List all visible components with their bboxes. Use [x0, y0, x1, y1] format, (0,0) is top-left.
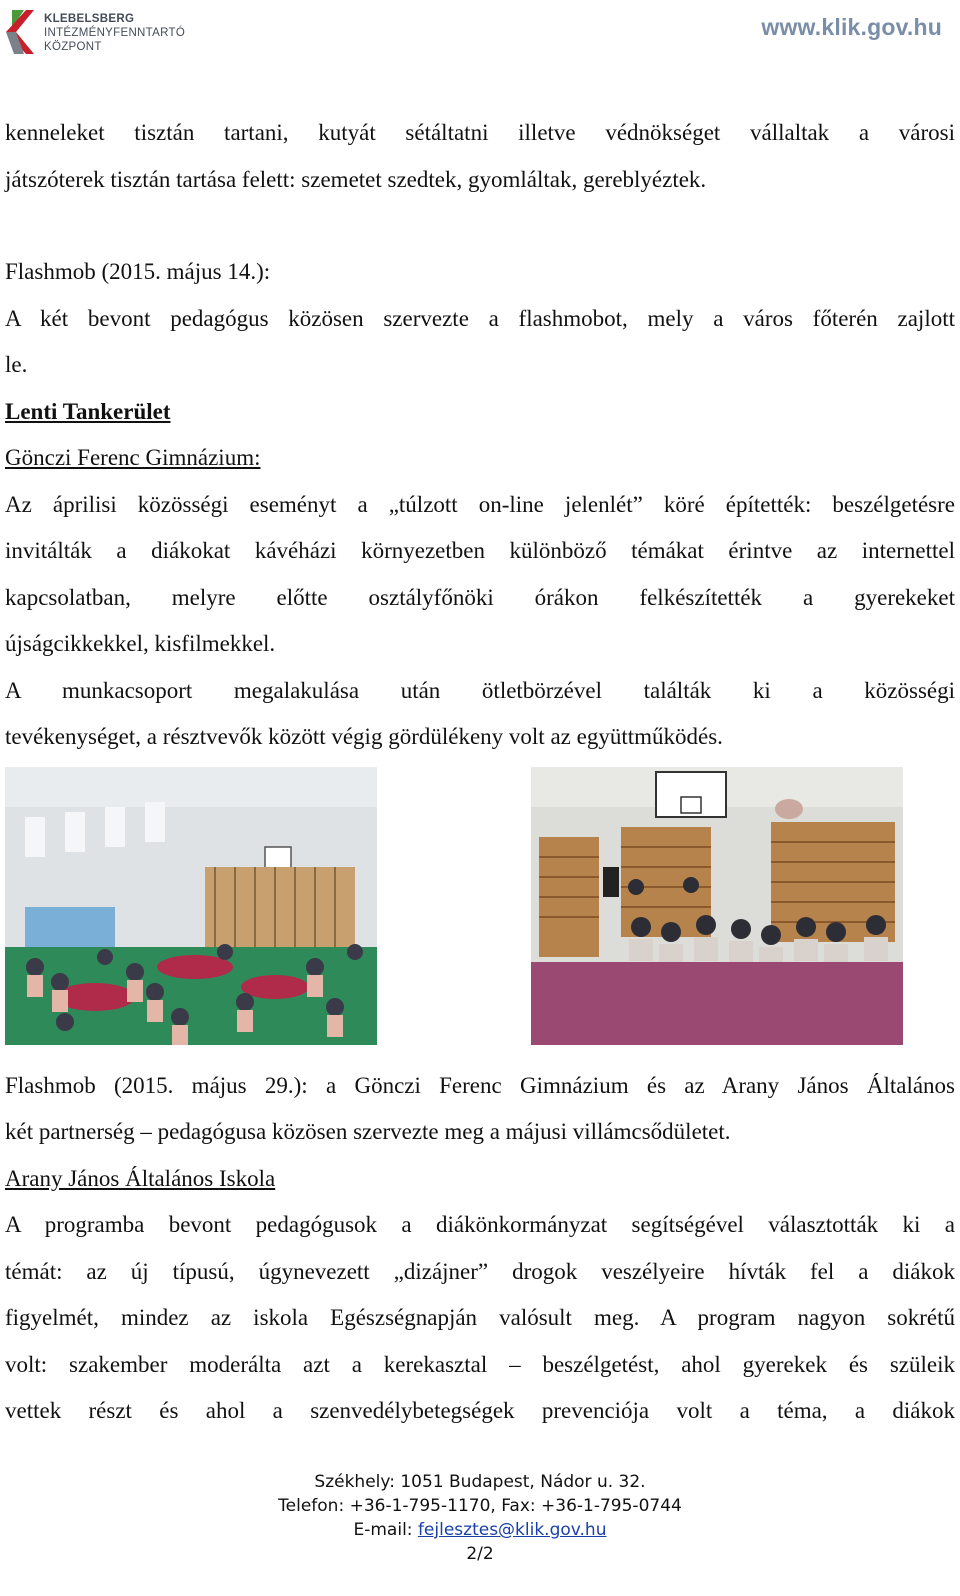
school-name: Arany János Általános Iskola [5, 1165, 276, 1191]
paragraph-line: tevékenységet, a résztvevők között végig gördülékeny volt az együttműködés. [5, 724, 723, 749]
page-header [0, 0, 960, 70]
logo-line-3: KÖZPONT [44, 41, 102, 53]
logo-line-2: INTÉZMÉNYFENNTARTÓ [44, 27, 186, 39]
paragraph-line: témát: az új típusú, úgynevezett „dizájner” drogok veszélyeire hívták fel a diákok [5, 1258, 955, 1284]
paragraph-line: vettek részt és ahol a szenvedélybetegségek prevenciója volt a téma, a diákok [5, 1398, 955, 1423]
paragraph-line: két partnerség – pedagógusa közösen szervezte meg a májusi villámcsődületet. [5, 1119, 731, 1144]
paragraph-line: Flashmob (2015. május 29.): a Gönczi Ferenc Gimnázium és az Arany János Általános [5, 1072, 955, 1098]
footer-phone: Telefon: +36-1-795-1170, Fax: +36-1-795-0744 [278, 1496, 682, 1516]
flashmob-title: Flashmob (2015. május 14.): [5, 259, 271, 284]
footer-email-label: E-mail: [353, 1520, 418, 1540]
gym-event-photo-left [5, 767, 377, 1045]
paragraph-line: A két bevont pedagógus közösen szervezte a flashmobot, mely a város főterén zajlott [5, 305, 955, 331]
paragraph-line: A programba bevont pedagógusok a diákönkormányzat segítségével választották ki a [5, 1212, 955, 1237]
paragraph-line: le. [5, 352, 28, 377]
paragraph-line: A munkacsoport megalakulása után ötletbörzével találták ki a közösségi [5, 677, 955, 703]
paragraph-line: Az áprilisi közösségi eseményt a „túlzott on-line jelenlét” köré építették: beszélgetésre [5, 491, 955, 517]
page-number: 2/2 [466, 1544, 494, 1564]
logo-line-1: KLEBELSBERG [44, 13, 135, 25]
footer-address: Székhely: 1051 Budapest, Nádor u. 32. [314, 1472, 646, 1492]
paragraph-line: újságcikkekkel, kisfilmekkel. [5, 631, 276, 656]
paragraph-line: volt: szakember moderálta azt a kerekasztal – beszélgetést, ahol gyerekek és szüleik [5, 1351, 955, 1377]
site-url[interactable]: www.klik.gov.hu [761, 14, 942, 40]
klik-logo-mark [4, 6, 40, 60]
page-footer [0, 1470, 960, 1566]
klik-logo [4, 6, 194, 60]
spacer [5, 203, 955, 249]
school-name: Gönczi Ferenc Gimnázium: [5, 445, 261, 470]
footer-email-row [0, 1518, 960, 1542]
paragraph-line: figyelmét, mindez az iskola Egészségnapján valósult meg. A program nagyon sokrétű [5, 1305, 955, 1330]
paragraph-line: kenneleket tisztán tartani, kutyát sétáltatni illetve védnökséget vállaltak a városi [5, 120, 955, 145]
paragraph-line: játszóterek tisztán tartása felett: szemetet szedtek, gyomláltak, gereblyéztek. [5, 166, 707, 192]
logo-text [44, 12, 185, 54]
district-heading: Lenti Tankerület [5, 398, 171, 424]
gym-event-photo-right [531, 767, 903, 1045]
paragraph-line: kapcsolatban, melyre előtte osztályfőnöki órákon felkészítették a gyerekeket [5, 584, 955, 610]
document-body [5, 110, 955, 1435]
photo-row [5, 767, 955, 1057]
paragraph-line: invitálták a diákokat kávéházi környezetben különböző témákat érintve az internettel [5, 538, 955, 563]
footer-email-link[interactable]: fejlesztes@klik.gov.hu [417, 1520, 607, 1540]
